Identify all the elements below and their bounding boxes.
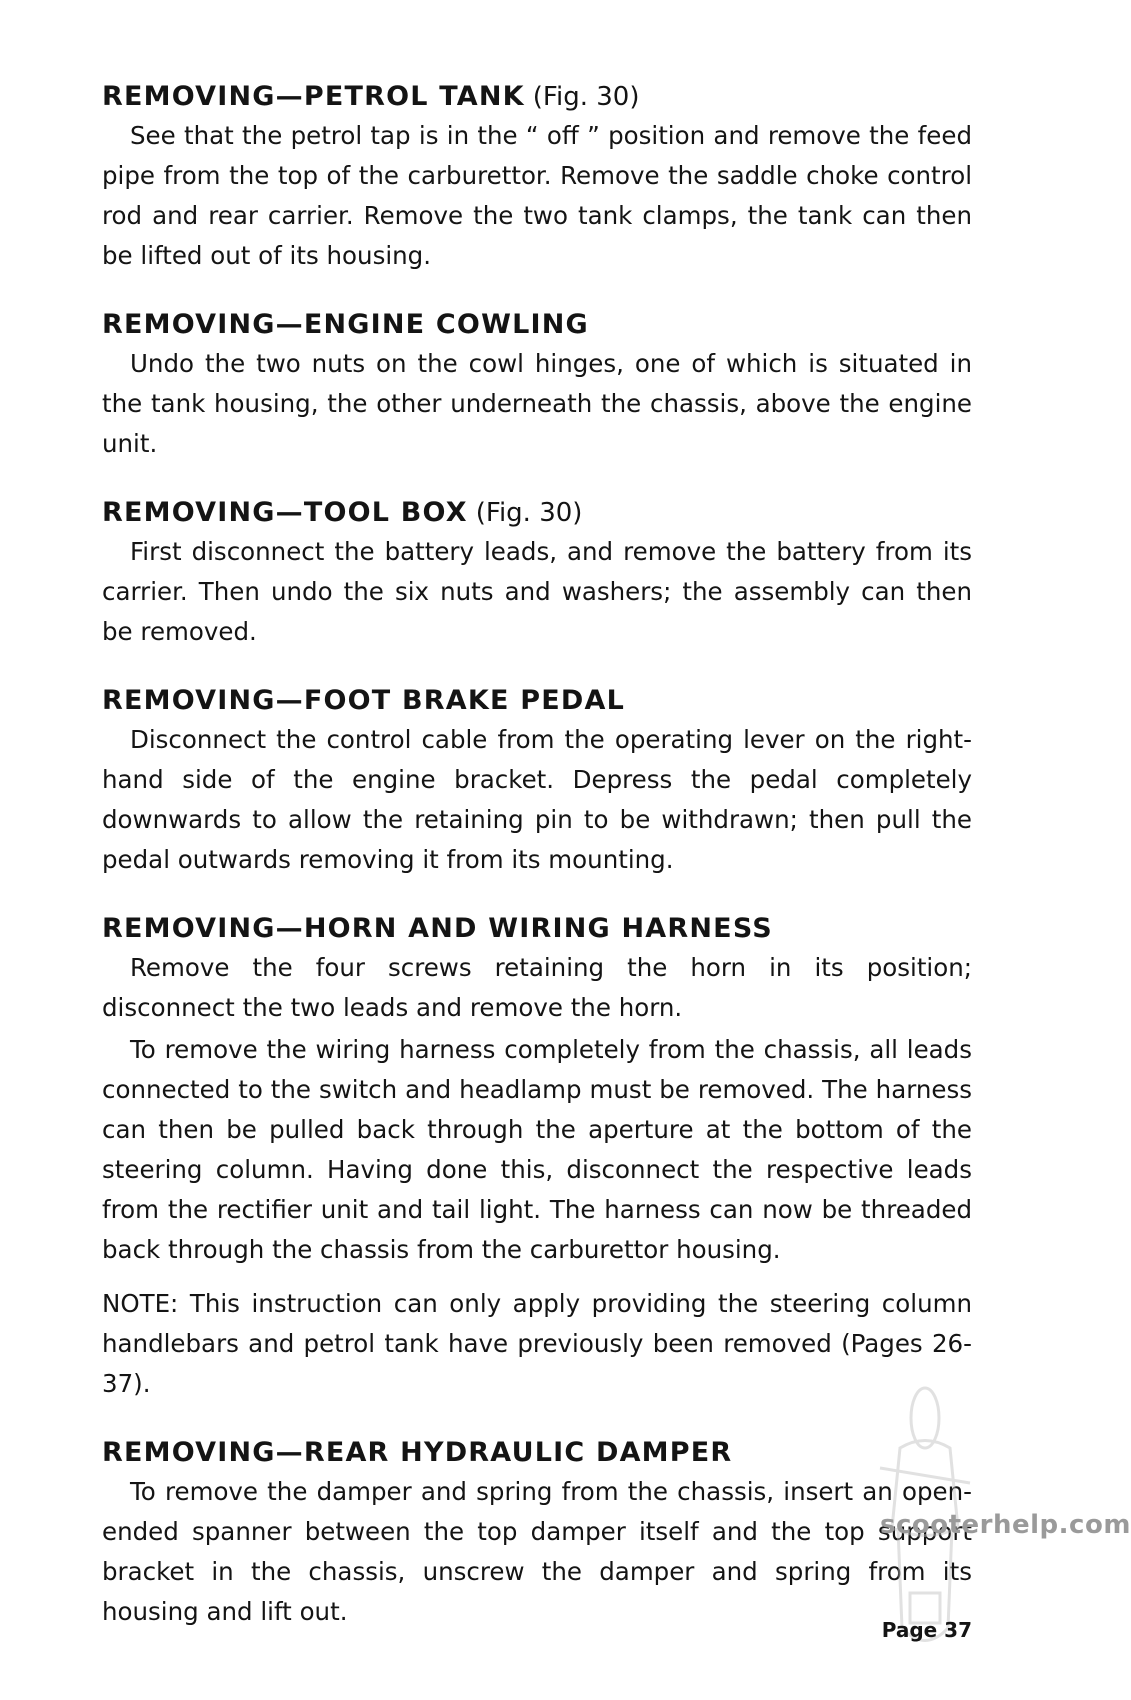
paragraph: Remove the four screws retaining the horn in its position; disconnect the two leads and remove the horn. (102, 953, 972, 1022)
paragraph: To remove the wiring harness completely from the chassis, all leads connected to the switch and headlamp must be removed. The harness can then be pulled back through the aperture at the bottom of the steering column. Having done this, disconnect the respective leads from the rectifier unit and tail light. The harness can now be threaded back through the chassis from the carburettor housing. (102, 1035, 972, 1264)
paragraph: See that the petrol tap is in the “ off ” position and remove the feed pipe from the top of the carburettor. Remove the saddle choke control rod and rear carrier. Remove the two tank clamps, the tank can then be lifted out of its housing. (102, 121, 972, 270)
watermark-text: scooterhelp.com (880, 1510, 1131, 1540)
paragraph: Undo the two nuts on the cowl hinges, one of which is situated in the tank housing, the other underneath the chassis, above the engine unit. (102, 349, 972, 458)
heading-text: REMOVING—FOOT BRAKE PEDAL (102, 685, 625, 716)
paragraph: First disconnect the battery leads, and remove the battery from its carrier. Then undo the six nuts and washers; the assembly can then be removed. (102, 537, 972, 646)
note-paragraph: NOTE: This instruction can only apply providing the steering column handlebars and petrol tank have previously been removed (Pages 26-37). (102, 1289, 972, 1398)
paragraph: Disconnect the control cable from the operating lever on the right-hand side of the engine bracket. Depress the pedal completely downwards to allow the retaining pin to be withdrawn; then pull the pedal outwards removing it from its mounting. (102, 725, 972, 874)
section-tool-box (102, 494, 972, 652)
section-heading (102, 1434, 972, 1472)
heading-text: REMOVING—ENGINE COWLING (102, 309, 589, 340)
section-petrol-tank (102, 78, 972, 276)
section-heading (102, 306, 972, 344)
figure-reference: (Fig. 30) (532, 82, 640, 112)
section-horn-wiring-harness (102, 910, 972, 1404)
figure-reference: (Fig. 30) (475, 498, 583, 528)
page-number: Page 37 (881, 1618, 972, 1642)
document-page (102, 78, 972, 1662)
paragraph: To remove the damper and spring from the chassis, insert an open-ended spanner between the top damper itself and the top support bracket in the chassis, unscrew the damper and spring from its housing and lift out. (102, 1477, 972, 1626)
heading-text: REMOVING—TOOL BOX (102, 497, 468, 528)
section-engine-cowling (102, 306, 972, 464)
section-rear-hydraulic-damper (102, 1434, 972, 1632)
heading-text: REMOVING—REAR HYDRAULIC DAMPER (102, 1437, 733, 1468)
heading-text: REMOVING—HORN AND WIRING HARNESS (102, 913, 773, 944)
section-heading (102, 910, 972, 948)
section-heading (102, 78, 972, 116)
section-foot-brake-pedal (102, 682, 972, 880)
section-heading (102, 494, 972, 532)
section-heading (102, 682, 972, 720)
heading-text: REMOVING—PETROL TANK (102, 81, 525, 112)
